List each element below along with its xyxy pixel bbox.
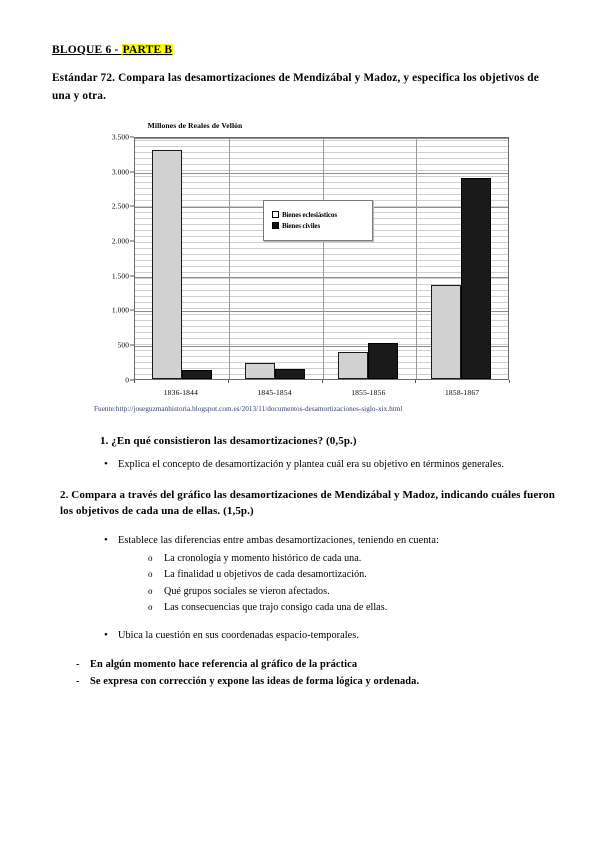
bar-civiles: [461, 178, 491, 379]
bar-eclesiasticos: [338, 352, 368, 379]
question-2-subitem: o Qué grupos sociales se vieron afectados.: [164, 584, 558, 600]
x-tick-label: 1858-1867: [444, 387, 480, 397]
question-2-bullet: • Establece las diferencias entre ambas desamortizaciones, teniendo en cuenta:: [118, 535, 558, 546]
x-tick-mark: [228, 380, 229, 383]
bar-group: [228, 138, 321, 379]
question-2-subitem: o Las consecuencias que trajo consigo cada una de ellas.: [164, 600, 558, 616]
y-tick-label: 1.000: [111, 305, 129, 315]
bar-civiles: [368, 343, 398, 379]
legend-swatch: [272, 222, 279, 229]
page-title: [52, 44, 558, 56]
criteria-item: - Se expresa con corrección y expone las ideas de forma lógica y ordenada.: [90, 674, 558, 691]
bar-group: [415, 138, 508, 379]
bar-eclesiasticos: [152, 150, 182, 379]
chart-bars: [135, 138, 508, 379]
y-tick-label: 500: [117, 340, 129, 350]
block-label: BLOQUE 6 -: [52, 44, 122, 56]
chart-x-ticks: [134, 380, 509, 384]
criteria-item: - En algún momento hace referencia al gráfico de la práctica: [90, 657, 558, 674]
y-tick-label: 1.500: [111, 271, 129, 281]
x-tick-label: 1855-1856: [351, 387, 386, 397]
chart-source-caption: Fuente:http://joseguzmanhistoria.blogspot.com.es/2013/11/documentos-desamortizaciones-siglo-xix.html: [94, 404, 403, 413]
question-2-subitems: [164, 551, 558, 616]
bar-group: [322, 138, 415, 379]
question-1-bullet: • Explica el concepto de desamortización y plantea cuál era su objetivo en términos generales.: [118, 459, 558, 470]
y-tick-label: 2.500: [111, 201, 129, 211]
block-part-highlight: PARTE B: [122, 44, 173, 56]
x-tick-label: 1836-1844: [163, 387, 199, 397]
legend-label: Bienes eclesiásticos: [282, 210, 337, 219]
bar-eclesiasticos: [431, 285, 461, 379]
bar-chart: [92, 121, 532, 397]
criteria-list: [68, 657, 558, 690]
standard-statement: Estándar 72. Compara las desamortizaciones de Mendizábal y Madoz, y especifica los objetivos de una y otra.: [52, 72, 539, 102]
x-tick-mark: [322, 380, 323, 383]
chart-x-tick-labels: [134, 388, 509, 397]
chart-legend: [263, 200, 373, 241]
legend-entry: [272, 211, 364, 219]
x-tick-mark: [415, 380, 416, 383]
bar-civiles: [182, 370, 212, 379]
question-1-title: 1. ¿En qué consistieron las desamortizaciones? (0,5p.): [100, 434, 357, 447]
question-2-subitem: o La cronología y momento histórico de cada una.: [164, 551, 558, 567]
y-tick-label: 3.000: [111, 167, 129, 177]
y-tick-label: 0: [125, 375, 129, 385]
question-2-bullets: [52, 535, 558, 641]
chart-y-axis-title: Millones de Reales de Vellón: [147, 121, 243, 130]
y-tick-label: 3.500: [111, 132, 129, 142]
legend-entry: [272, 222, 364, 230]
chart-plot-area: [134, 137, 509, 380]
question-2-subitem: o La finalidad u objetivos de cada desamortización.: [164, 567, 558, 583]
x-tick-mark: [509, 380, 510, 383]
legend-label: Bienes civiles: [282, 221, 321, 230]
question-2-title: 2. Compara a través del gráfico las desamortizaciones de Mendizábal y Madoz, indicando cuáles fueron los objetivos de cada una de ellas. (1,5p.): [60, 488, 555, 518]
legend-swatch: [272, 211, 279, 218]
bar-civiles: [275, 369, 305, 379]
bar-group: [135, 138, 228, 379]
questions-section: [52, 435, 558, 691]
question-2-last-bullet: • Ubica la cuestión en sus coordenadas espacio-temporales.: [118, 630, 558, 641]
x-tick-label: 1845-1854: [257, 387, 292, 397]
y-tick-label: 2.000: [111, 236, 129, 246]
chart-y-tick-labels: [92, 132, 134, 385]
x-tick-mark: [134, 380, 135, 383]
bar-eclesiasticos: [245, 363, 275, 379]
